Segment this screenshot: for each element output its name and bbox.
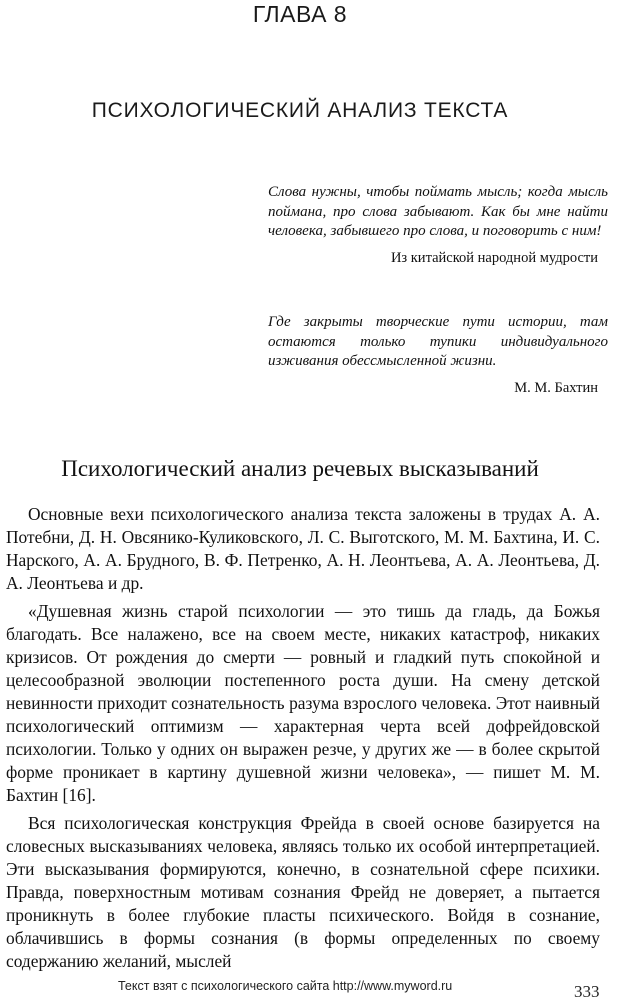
epigraph-quote: Слова нужны, чтобы поймать мысль; когда мысль поймана, про слова забывают. Как бы мне найти человека, забывшего про слова, и поговорить с ним! [268,184,608,239]
epigraph-1 [268,183,608,268]
body-text [6,503,600,978]
epigraph-attribution: Из китайской народной мудрости [390,249,598,266]
epigraph-quote: Где закрыты творческие пути истории, там остаются только тупики индивидуального изживания обессмысленной жизни. [268,314,608,369]
chapter-title: ПСИХОЛОГИЧЕСКИЙ АНАЛИЗ ТЕКСТА [91,99,509,122]
epigraph-attribution: М. М. Бахтин [514,379,598,396]
section-heading: Психологический анализ речевых высказываний [61,456,539,481]
epigraph-2 [268,313,608,398]
chapter-label: ГЛАВА 8 [252,1,348,27]
source-note: Текст взят с психологического сайта http://www.myword.ru [118,979,453,993]
paragraph-3: Вся психологическая конструкция Фрейда в своей основе базируется на словесных высказываниях человека, являясь только их особой интерпретацией. Эти высказывания формируются, конечно, в сознательной сфере психики. Правда, поверхностным мотивам сознания Фрейд не доверяет, а пытается проникнуть в более глубокие пласты психического. Войдя в сознание, облачившись в формы сознания (в формы определенных по своему содержанию желаний, мыслей [6,813,600,971]
paragraph-2: «Душевная жизнь старой психологии — это тишь да гладь, да Божья благодать. Все налажено, все на своем месте, никаких катастроф, никаких кризисов. От рождения до смерти — ровный и гладкий путь спокойной и целесообразной эволюции постепенного роста души. На смену детской невинности приходит сознательность разума взрослого человека. Этот наивный психологический оптимизм — характерная черта всей дофрейдовской психологии. Только у одних он выражен резче, у других же — в более скрытой форме проникает в картину душевной жизни человека», — пишет М. М. Бахтин [16]. [6,601,600,805]
page-number: 333 [574,982,600,1001]
paragraph-1: Основные вехи психологического анализа текста заложены в трудах А. А. Потебни, Д. Н. Овсянико-Куликовского, Л. С. Выготского, М. М. Бахтина, И. С. Нарского, А. А. Брудного, В. Ф. Петренко, А. Н. Леонтьева, А. А. Леонтьева, Д. А. Леонтьева и др. [6,504,600,593]
